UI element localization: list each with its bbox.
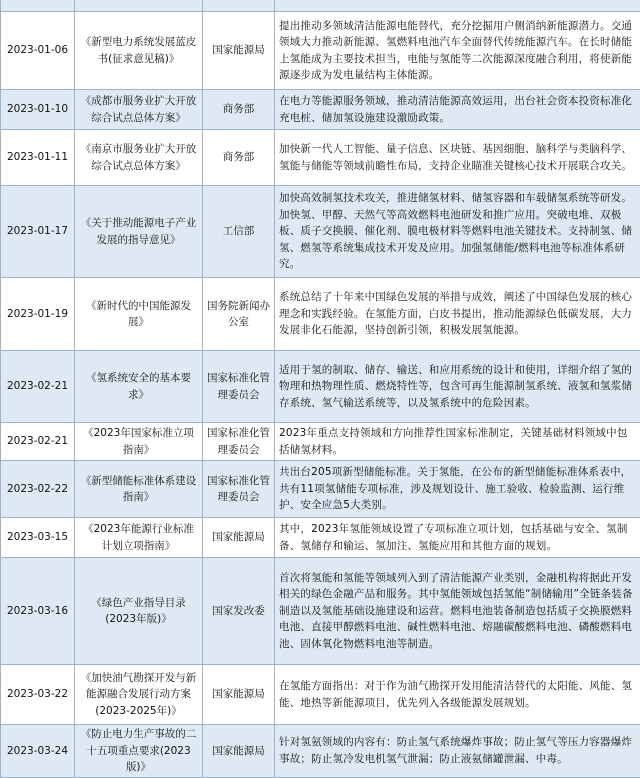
department-cell: 国家标准化管理委员会 (203, 423, 275, 461)
content-cell: 其中，2023年氢能领域设置了专项标准立项计划，包括基础与安全、氢制备、氢储存和输运、氢加注、氢能应用和其他方面的规划。 (275, 518, 640, 558)
table-row (1, 423, 640, 461)
department-cell: 国家能源局 (203, 665, 275, 725)
table-row (1, 351, 640, 423)
table-row (1, 665, 640, 725)
content-cell: 适用于氢的制取、储存、输送、和应用系统的设计和使用，详细介绍了氢的物理和热物理性质、燃烧特性等，包含可再生能源制氢系统、液氢和氢浆储存系统、氢气输送系统等，以及氢系统中的危险因素。 (275, 351, 640, 423)
policy-title-cell: 《2023年能源行业标准计划立项指南》 (75, 518, 203, 558)
date-cell: 2023-01-06 (1, 12, 75, 90)
department-cell: 商务部 (203, 90, 275, 130)
date-cell: 2023-02-21 (1, 423, 75, 461)
content-cell: 在氢能方面指出：对于作为油气勘探开发用能清洁替代的太阳能、风能、氢能、地热等新能源项目，优先列入各级能源发展规划。 (275, 665, 640, 725)
department-cell: 国家标准化管理委员会 (203, 461, 275, 518)
department-cell: 国务院新闻办公室 (203, 278, 275, 351)
date-cell: 2023-01-11 (1, 130, 75, 186)
content-cell (275, 0, 640, 12)
policy-title-cell: 《新时代的中国能源发展》 (75, 278, 203, 351)
department-cell: 商务部 (203, 130, 275, 186)
content-cell: 提出推动多领域清洁能源电能替代，充分挖掘用户侧消纳新能源潜力。交通领域大力推动新能源、氢燃料电池汽车全面替代传统能源汽车。在长时储能上氢能成为主要技术担当，电能与氢能等二次能源深度融合利用，将使新能源逐步成为发电量结构主体能源。 (275, 12, 640, 90)
policy-title-cell: 《关于推动能源电子产业发展的指导意见》 (75, 186, 203, 278)
date-cell: 2023-03-16 (1, 558, 75, 665)
date-cell: 2023-03-24 (1, 725, 75, 778)
table-row (1, 186, 640, 278)
department-cell: 国家能源局 (203, 12, 275, 90)
table-row (1, 130, 640, 186)
table-row (1, 558, 640, 665)
department-cell: 国家发改委 (203, 558, 275, 665)
content-cell: 加快高效制氢技术攻关，推进储氢材料、储氢容器和车载储氢系统等研发。加快氢、甲醇、天然气等高效燃料电池研发和推广应用。突破电堆、双极板、质子交换膜、催化剂、膜电极材料等燃料电池关键技术。支持制氢、储氢、燃氢等系统集成技术开发及应用。加强氢储能/燃料电池等标准体系研究。 (275, 186, 640, 278)
table-row (1, 0, 640, 12)
date-cell: 2023-02-21 (1, 351, 75, 423)
table-row (1, 12, 640, 90)
department-cell: 国家能源局 (203, 725, 275, 778)
date-cell: 2023-01-17 (1, 186, 75, 278)
date-cell (1, 0, 75, 12)
date-cell: 2023-03-22 (1, 665, 75, 725)
content-cell: 在电力等能源服务领域，推动清洁能源高效运用，出台社会资本投资标准化充电桩、储加氢设施建设激励政策。 (275, 90, 640, 130)
content-cell: 共出台205项新型储能标准。关于氢能，在公布的新型储能标准体系表中，共有11项氢储能专项标准，涉及规划设计、施工验收、检验监测、运行维护、安全应急5大类别。 (275, 461, 640, 518)
department-cell: 国家标准化管理委员会 (203, 351, 275, 423)
department-cell (203, 0, 275, 12)
table-row (1, 90, 640, 130)
policy-title-cell: 《新型储能标准体系建设指南》 (75, 461, 203, 518)
content-cell: 2023年重点支持领域和方向推荐性国家标准制定，关键基础材料领域中包括储氢材料。 (275, 423, 640, 461)
policy-title-cell: 《氢系统安全的基本要求》 (75, 351, 203, 423)
content-cell: 加快新一代人工智能、量子信息、区块链、基因细胞、脑科学与类脑科学、氢能与储能等领域前瞻性布局，支持企业瞄准关键核心技术开展联合攻关。 (275, 130, 640, 186)
date-cell: 2023-01-10 (1, 90, 75, 130)
policy-title-cell: 《新型电力系统发展蓝皮书(征求意见稿)》 (75, 12, 203, 90)
policy-title-cell: 《加快油气勘探开发与新能源融合发展行动方案(2023-2025年)》 (75, 665, 203, 725)
date-cell: 2023-01-19 (1, 278, 75, 351)
policy-title-cell: 《成都市服务业扩大开放综合试点总体方案》 (75, 90, 203, 130)
date-cell: 2023-03-15 (1, 518, 75, 558)
table-row (1, 278, 640, 351)
content-cell: 系统总结了十年来中国绿色发展的举措与成效，阐述了中国绿色发展的核心理念和实践经验。在氢能方面，白皮书提出，推动能源绿色低碳发展，大力发展非化石能源，坚持创新引领，积极发展氢能源。 (275, 278, 640, 351)
policy-title-cell: 《2023年国家标准立项指南》 (75, 423, 203, 461)
policy-title-cell: 《绿色产业指导目录(2023年版)》 (75, 558, 203, 665)
date-cell: 2023-02-22 (1, 461, 75, 518)
department-cell: 工信部 (203, 186, 275, 278)
policy-title-cell: 《南京市服务业扩大开放综合试点总体方案》 (75, 130, 203, 186)
department-cell: 国家能源局 (203, 518, 275, 558)
table-row (1, 518, 640, 558)
policy-title-cell (75, 0, 203, 12)
table-row (1, 461, 640, 518)
content-cell: 首次将氢能和氢能等领域列入到了清洁能源产业类别，金融机构将据此开发相关的绿色金融产品和服务。其中氢能领域包括氢能“制储输用”全链条装备制造以及氢能基础设施建设和运营。燃料电池装备制造包括质子交换膜燃料电池、直接甲醇燃料电池、碱性燃料电池、熔融碳酸燃料电池、磷酸燃料电池、固体氧化物燃料电池等制造。 (275, 558, 640, 665)
content-cell: 针对氢氨领域的内容有：防止氢气系统爆炸事故；防止氢气等压力容器爆炸事故；防止氢冷发电机氢气泄漏；防止液氨储罐泄漏、中毒。 (275, 725, 640, 778)
table-row (1, 725, 640, 778)
policy-title-cell: 《防止电力生产事故的二十五项重点要求(2023版)》 (75, 725, 203, 778)
